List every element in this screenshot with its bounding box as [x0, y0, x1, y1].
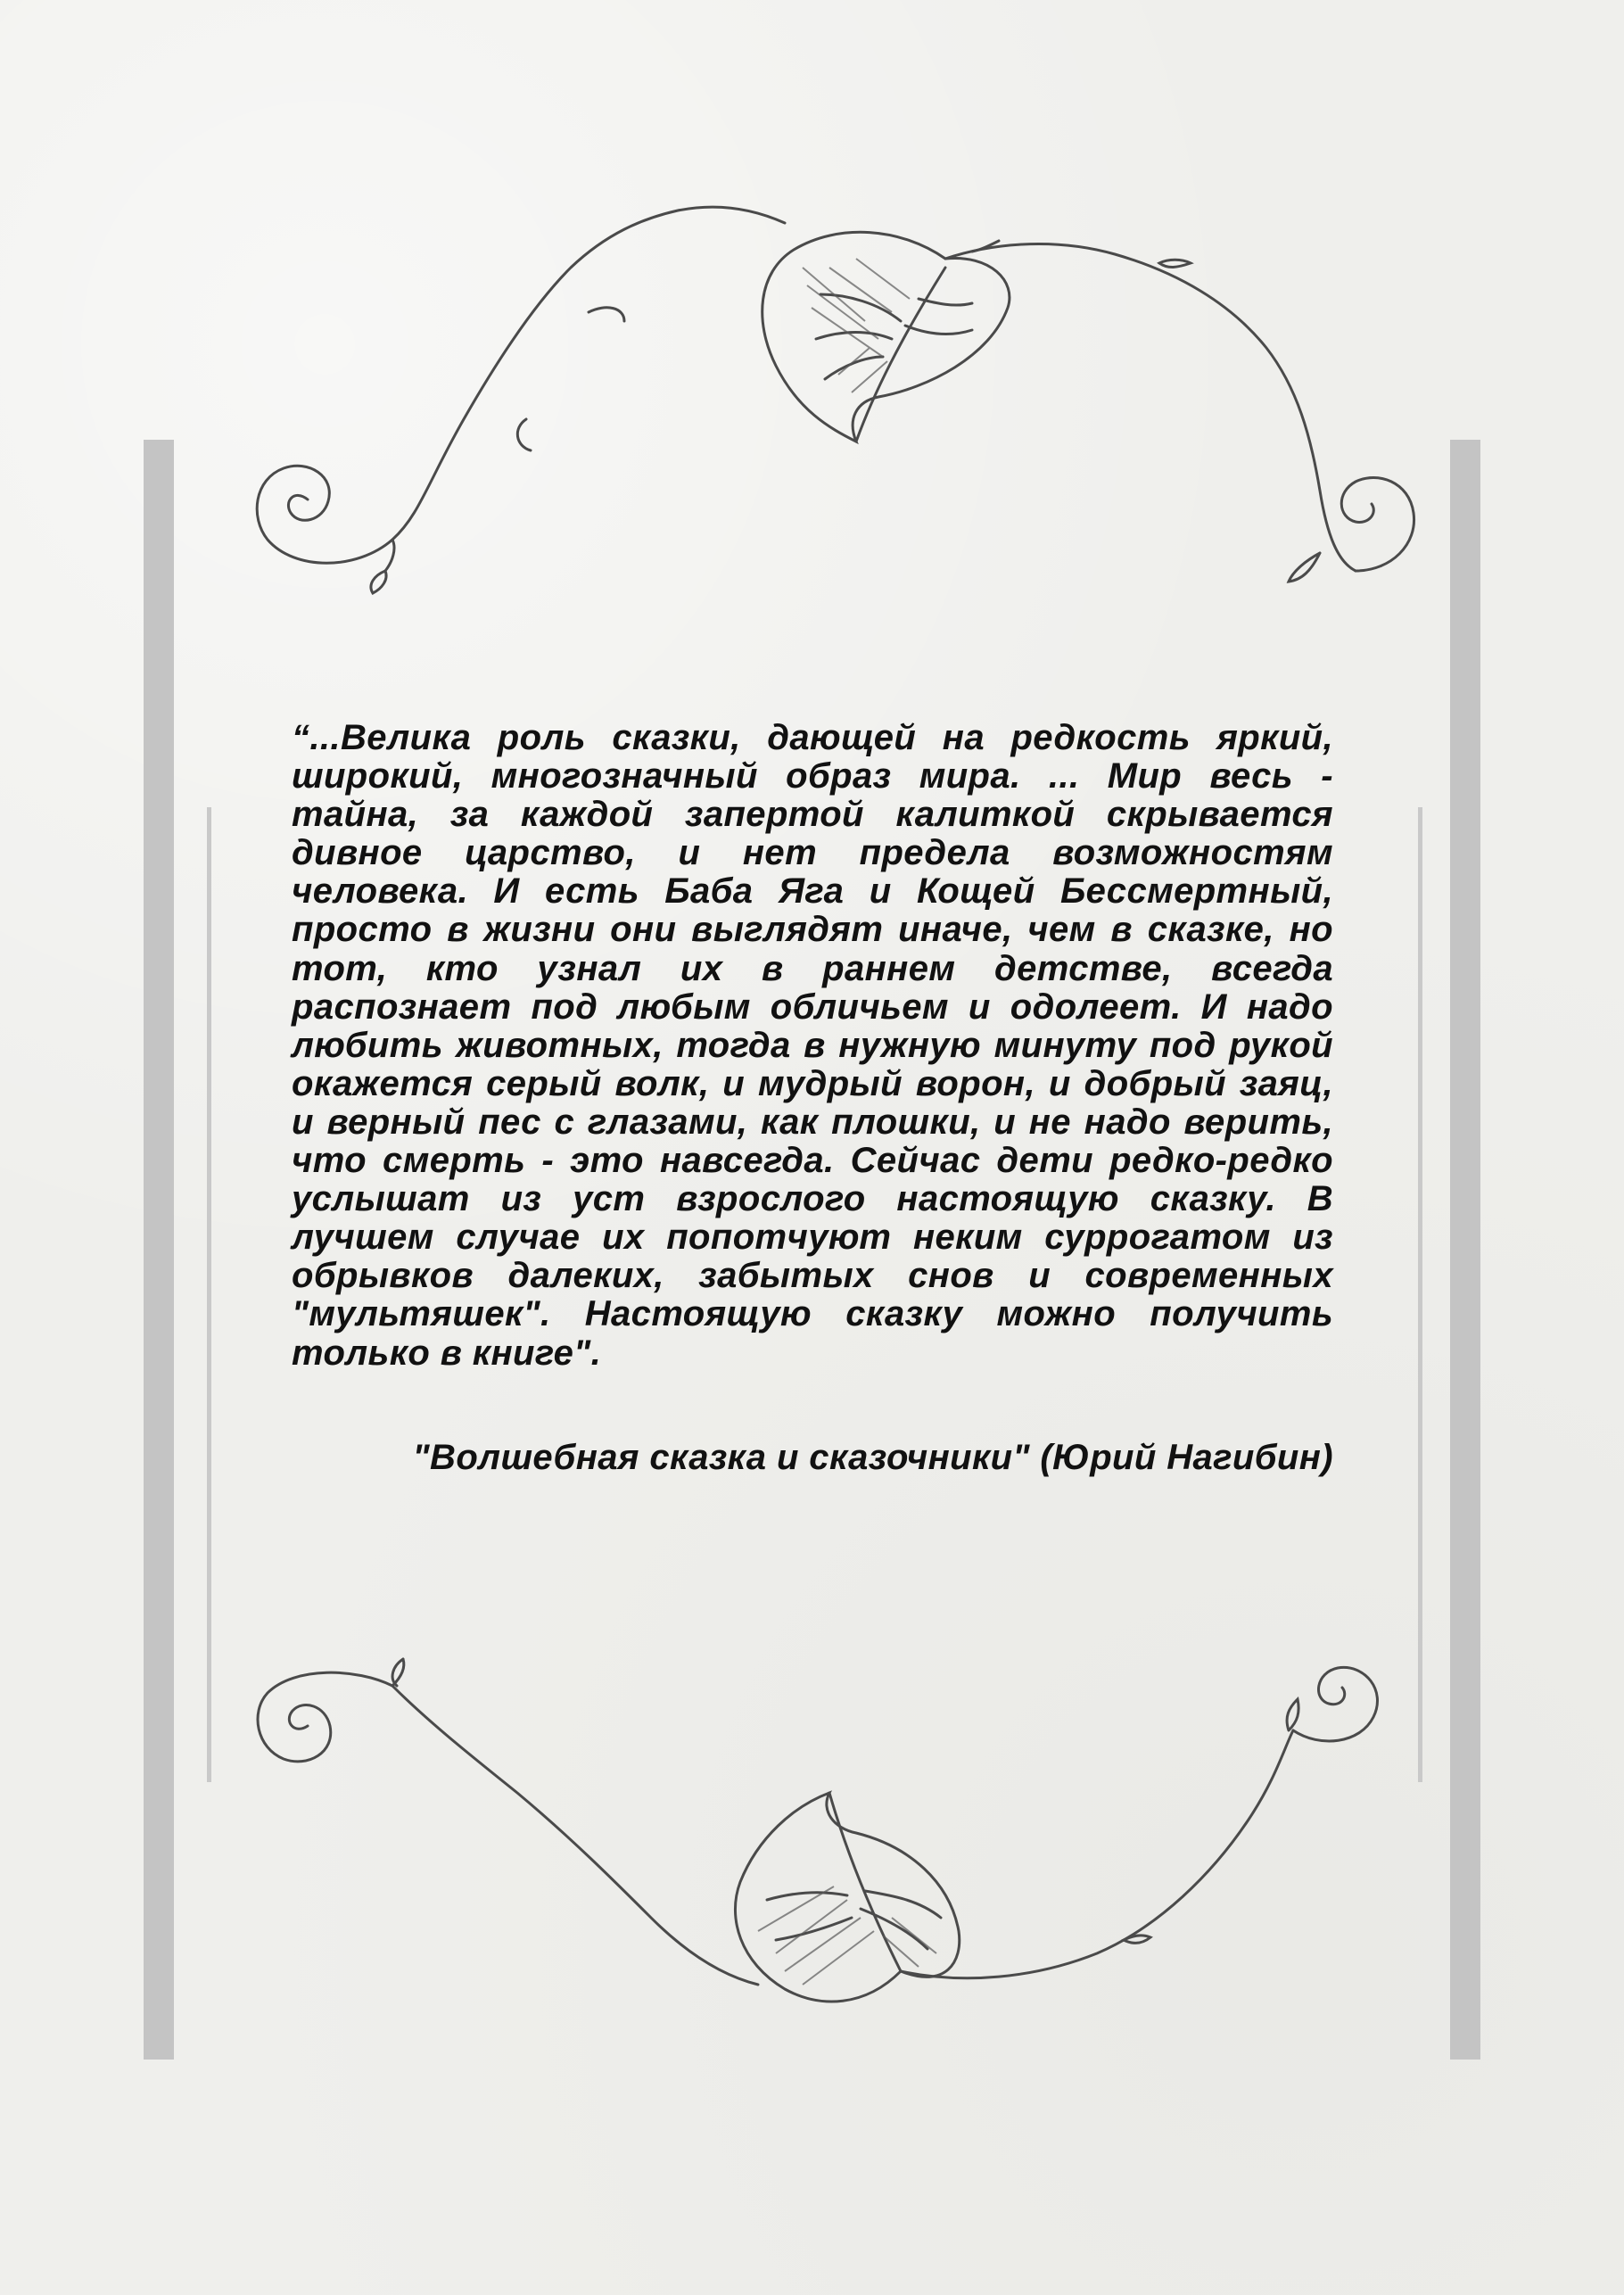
quote-attribution: "Волшебная сказка и сказочники" (Юрий Нагибин)	[412, 1438, 1333, 1477]
right-frame-bar	[1450, 440, 1480, 2060]
right-thin-line	[1418, 807, 1422, 1782]
left-thin-line	[207, 807, 211, 1782]
quote-paragraph: “...Велика роль сказки, дающей на редкость яркий, широкий, многозначный образ мира. ... Мир весь - тайна, за каждой запертой калиткой скрывается дивное царство, и нет предела возможностям человека. И есть Баба Яга и Кощей Бессмертный, просто в жизни они выглядят иначе, чем в сказке, но тот, кто узнал их в раннем детстве, всегда распознает под любым обличьем и одолеет. И надо любить животных, тогда в нужную минуту под рукой окажется серый волк, и мудрый ворон, и добрый заяц, и верный пес с глазами, как плошки, и не надо верить, что смерть - это навсегда. Сейчас дети редко-редко услышат из уст взрослого настоящую сказку. В лучшем случае их попотчуют неким суррогатом из обрывков далеких, забытых снов и современных "мультяшек". Настоящую сказку можно получить только в книге".	[292, 718, 1333, 1373]
left-frame-bar	[144, 440, 174, 2060]
